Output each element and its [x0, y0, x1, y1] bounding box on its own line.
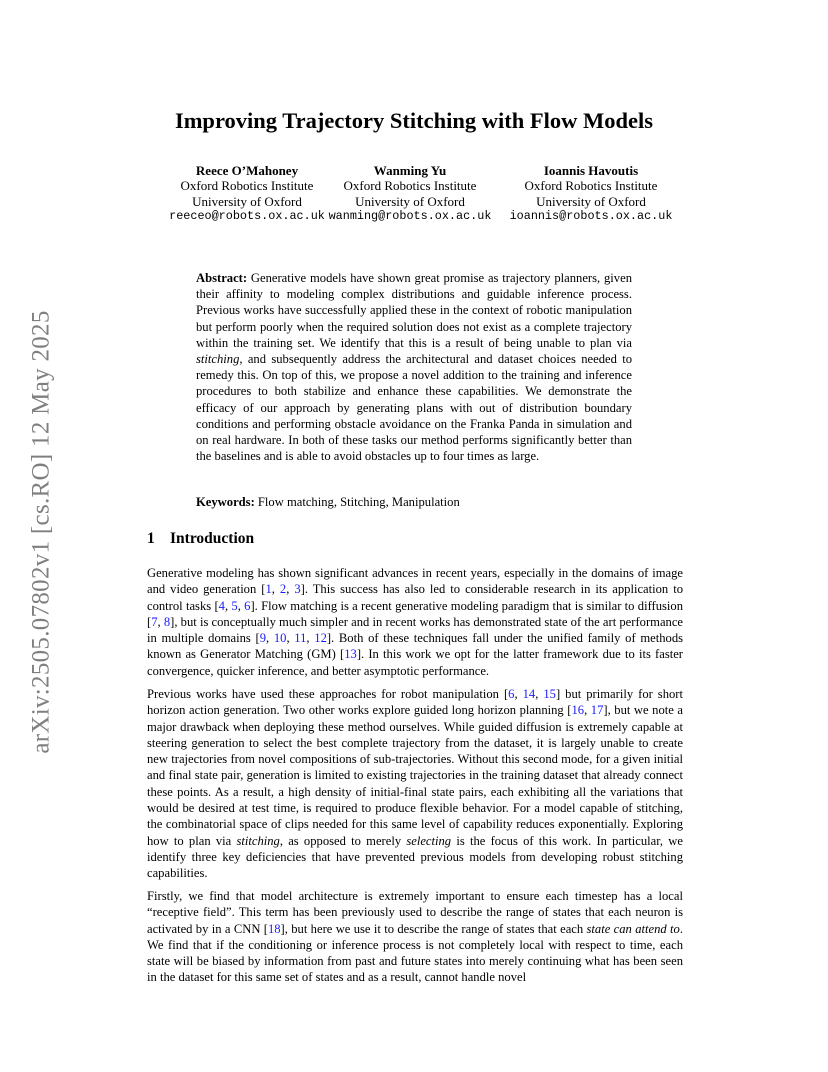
- paragraph-text: . We find that if the conditioning or inference process is not completely local with respect to time, each state will be biased by information from past and future states into merely continuing what has been seen in the dataset for this same set of states and as a result, cannot handle novel: [147, 921, 683, 985]
- paragraph-text: ,: [237, 598, 245, 613]
- citation-link[interactable]: 3: [294, 582, 301, 597]
- paragraph-text: Previous works have used these approaches for robot manipulation [: [147, 687, 509, 701]
- emphasized-text: state can attend to: [586, 921, 680, 936]
- intro-paragraph: [147, 565, 683, 679]
- author-name: Reece O’Mahoney: [195, 163, 299, 178]
- citation-link[interactable]: 6: [244, 598, 251, 613]
- paragraph-text: ], but is conceptually much simpler and in recent works has demonstrated state of the art performance in multiple domains [: [147, 614, 684, 646]
- citation-link[interactable]: 14: [522, 687, 536, 701]
- paragraph-text: ,: [157, 614, 164, 629]
- author-name: Wanming Yu: [373, 163, 447, 178]
- abstract-label: Abstract:: [196, 271, 248, 285]
- citation-link[interactable]: 17: [590, 703, 604, 718]
- author-affiliation: Oxford Robotics Institute: [180, 178, 314, 194]
- paragraph-text: is the focus of this work. In particular, we identify three key deficiencies that have prevented previous models from developing robust stitching capabilities.: [147, 833, 683, 881]
- section-number: 1: [147, 530, 155, 547]
- keywords-label: Keywords:: [196, 495, 255, 509]
- paragraph-text: ,: [271, 582, 280, 597]
- paragraph-text: ]. Flow matching is a recent generative modeling paradigm that is similar to diffusion [: [147, 598, 684, 629]
- citation-link[interactable]: 1: [265, 582, 272, 597]
- paragraph-text: ,: [266, 631, 274, 646]
- paragraph-text: ], but we note a major drawback when deploying these method ourselves. While guided diffusion is extremely capable at steering generation to select the best complete trajectory from the dataset, it is largely unable to create new trajectories from novel compositions of sub-trajectories. Without this second mode, for a given initial and final state pair, generation is limited to existing trajectories in the training dataset that already connect these points. As a result, a high density of initial-final state pairs, each exhibiting all the variations that would be desired at test time, is required to produce flexible behavior. For a model capable of stitching, the combinatorial space of clips needed for this same level of capability reduces exponentially. Exploring how to plan via: [147, 703, 683, 848]
- paragraph-text: Generative modeling has shown significant advances in recent years, especially in the domains of image and video generation [: [147, 566, 683, 597]
- paragraph-text: Firstly, we find that model architecture is extremely important to ensure each timestep has a local “receptive field”. This term has been previously used to describe the range of states that each neuron is activated by in a CNN [: [147, 889, 683, 936]
- emphasized-text: stitching: [236, 833, 280, 848]
- paragraph-text: ], but here we use it to describe the range of states that each: [280, 921, 587, 936]
- author-affiliation: Oxford Robotics Institute: [343, 178, 477, 194]
- author-email: wanming@robots.ox.ac.uk: [328, 209, 492, 224]
- arxiv-stamp: [22, 292, 62, 772]
- author-university: University of Oxford: [192, 193, 302, 209]
- citation-link[interactable]: 6: [508, 687, 515, 701]
- paragraph-text: ] but primarily for short horizon action generation. Two other works explore guided long horizon planning [: [147, 687, 683, 718]
- abstract-emphasis: stitching: [196, 352, 240, 367]
- keywords: [196, 494, 632, 510]
- citation-link[interactable]: 9: [259, 631, 266, 646]
- citation-link[interactable]: 7: [151, 614, 158, 629]
- paragraph-text: ,: [224, 598, 232, 613]
- abstract-text: Generative models have shown great promise as trajectory planners, given their affinity to modeling complex distributions and guidable inference process. Previous works have successfully applied these in the context of robotic manipulation but perform poorly when the required solution does not exist as a complete trajectory within the training set. We identify that this is a result of being unable to plan via: [196, 271, 632, 350]
- paragraph-text: ,: [306, 631, 315, 646]
- paragraph-text: ,: [514, 687, 523, 701]
- paragraph-text: ,: [286, 582, 295, 597]
- citation-link[interactable]: 18: [267, 921, 281, 936]
- author-affiliation: Oxford Robotics Institute: [524, 178, 658, 194]
- author-block: [500, 163, 682, 225]
- paragraph-text: ]. This success has also led to considerable research in its application to control tasks [: [147, 582, 684, 613]
- author-block: [320, 163, 500, 225]
- author-university: University of Oxford: [355, 193, 465, 209]
- citation-link[interactable]: 16: [571, 703, 585, 718]
- paragraph-text: ,: [286, 631, 295, 646]
- paragraph-text: ]. Both of these techniques fall under the unified family of methods known as Generator Matching (GM) [: [147, 631, 684, 662]
- keywords-text: Flow matching, Stitching, Manipulation: [254, 495, 460, 509]
- intro-paragraph: [147, 686, 683, 882]
- paragraph-text: ]. In this work we opt for the latter framework due to its faster convergence, quicker inference, and better asymptotic performance.: [147, 647, 684, 678]
- paper-title: Improving Trajectory Stitching with Flow Models: [174, 108, 654, 133]
- author-block: [152, 163, 342, 225]
- citation-link[interactable]: 12: [314, 631, 327, 646]
- author-university: University of Oxford: [536, 193, 646, 209]
- citation-link[interactable]: 11: [294, 631, 307, 646]
- author-name: Ioannis Havoutis: [543, 163, 639, 178]
- citation-link[interactable]: 8: [163, 614, 171, 629]
- author-email: reeceo@robots.ox.ac.uk: [169, 209, 325, 224]
- citation-link[interactable]: 4: [218, 598, 225, 613]
- section-title: Introduction: [170, 530, 255, 547]
- citation-link[interactable]: 10: [273, 631, 287, 646]
- citation-link[interactable]: 13: [344, 647, 357, 662]
- author-email: ioannis@robots.ox.ac.uk: [509, 209, 673, 224]
- paragraph-text: ,: [535, 687, 544, 701]
- abstract-text-continued: , and subsequently address the architectural and dataset choices needed to remedy this. On top of this, we propose a novel addition to the training and inference procedures to both stabilize and enhance these capabilities. We demonstrate the efficacy of our approach by generating plans with out of distribution boundary conditions and performing obstacle avoidance on the Franka Panda in simulation and on real hardware. In both of these tasks our method performs significantly better than the baselines and is able to avoid obstacles up to four times as large.: [196, 352, 632, 464]
- citation-link[interactable]: 5: [231, 598, 238, 613]
- emphasized-text: selecting: [406, 833, 452, 848]
- citation-link[interactable]: 15: [543, 687, 556, 701]
- abstract: [196, 270, 632, 464]
- intro-paragraph: [147, 888, 683, 986]
- section-heading: [147, 530, 254, 548]
- paragraph-text: ,: [584, 703, 591, 718]
- paragraph-text: , as opposed to merely: [279, 833, 407, 848]
- citation-link[interactable]: 2: [279, 582, 287, 597]
- arxiv-identifier: arXiv:2505.07802v1 [cs.RO] 12 May 2025: [28, 310, 56, 754]
